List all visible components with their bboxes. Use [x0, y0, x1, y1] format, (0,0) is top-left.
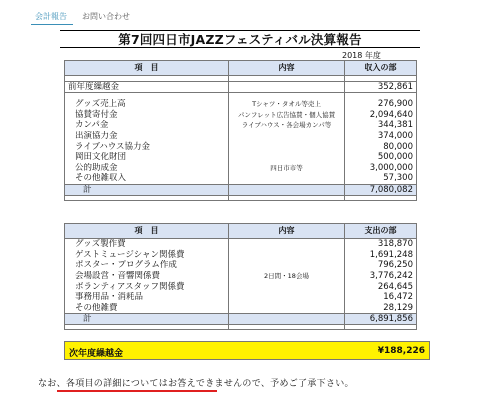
- row-amount: 3,776,242: [345, 271, 417, 282]
- disclaimer-note: なお、各項目の詳細についてはお答えできませんので、予めご了承下さい。: [38, 379, 354, 389]
- table-row: [65, 281, 417, 292]
- table-row: [65, 141, 417, 152]
- row-amount: 352,861: [345, 82, 417, 93]
- row-amount: 500,000: [345, 152, 417, 163]
- row-amount: 80,000: [345, 141, 417, 152]
- row-amount: 28,129: [345, 303, 417, 314]
- row-item: 前年度繰越金: [65, 82, 229, 93]
- expense-header-row: [65, 224, 417, 239]
- table-row: [65, 163, 417, 174]
- row-item: 協賛寄付金: [65, 109, 229, 120]
- table-row: [65, 239, 417, 250]
- total-label: 計: [65, 184, 229, 195]
- row-amount: 2,094,640: [345, 109, 417, 120]
- fiscal-year: 2018 年度: [342, 51, 381, 60]
- row-item: その他雑収入: [65, 173, 229, 184]
- table-row: [65, 260, 417, 271]
- nav-link-accounting-report[interactable]: 会計報告: [35, 12, 67, 21]
- row-detail: [229, 249, 345, 260]
- row-detail: [229, 141, 345, 152]
- expense-total-row: [65, 313, 417, 324]
- header-item: 項 目: [65, 61, 229, 76]
- income-table: [64, 60, 417, 201]
- row-detail: [229, 173, 345, 184]
- row-detail: [229, 281, 345, 292]
- row-amount: 3,000,000: [345, 163, 417, 174]
- nav-link-contact[interactable]: お問い合わせ: [82, 12, 130, 21]
- active-nav-underline: [31, 24, 73, 25]
- table-row: [65, 82, 417, 93]
- table-row: [65, 303, 417, 314]
- income-total-row: [65, 184, 417, 195]
- row-amount: 1,691,248: [345, 249, 417, 260]
- row-item: ポスター・プログラム作成: [65, 260, 229, 271]
- next-year-carryover: [64, 341, 430, 360]
- income-header-row: [65, 61, 417, 76]
- row-item: グッズ製作費: [65, 239, 229, 250]
- row-detail: 2日間・18会場: [229, 271, 345, 282]
- row-amount: 276,900: [345, 99, 417, 110]
- table-row: [65, 292, 417, 303]
- table-row: [65, 249, 417, 260]
- header-detail: 内容: [229, 224, 345, 239]
- carryover-label: 次年度繰越金: [69, 349, 124, 359]
- row-item: カンパ金: [65, 120, 229, 131]
- row-amount: 16,472: [345, 292, 417, 303]
- row-item: その他雑費: [65, 303, 229, 314]
- row-item: 出演協力金: [65, 131, 229, 142]
- row-item: ゲストミュージシャン関係費: [65, 249, 229, 260]
- row-detail: [229, 292, 345, 303]
- header-item: 項 目: [65, 224, 229, 239]
- row-item: 公的助成金: [65, 163, 229, 174]
- row-detail: パンフレット広告協賛・個人協賛: [229, 109, 345, 120]
- row-detail: [229, 260, 345, 271]
- row-amount: 374,000: [345, 131, 417, 142]
- row-amount: 264,645: [345, 281, 417, 292]
- row-detail: 四日市市等: [229, 163, 345, 174]
- header-detail: 内容: [229, 61, 345, 76]
- carryover-amount: ¥188,226: [377, 346, 425, 356]
- spacer-row: [65, 324, 417, 329]
- row-item: 事務用品・消耗品: [65, 292, 229, 303]
- row-amount: 57,300: [345, 173, 417, 184]
- row-amount: 796,250: [345, 260, 417, 271]
- row-item: 会場設営・音響関係費: [65, 271, 229, 282]
- table-row: [65, 99, 417, 110]
- row-amount: 344,381: [345, 120, 417, 131]
- red-emphasis-underline: [57, 390, 217, 392]
- table-row: [65, 131, 417, 142]
- row-detail: Tシャツ・タオル等売上: [229, 99, 345, 110]
- total-amount: 6,891,856: [345, 313, 417, 324]
- header-expense: 支出の部: [345, 224, 417, 239]
- header-income: 収入の部: [345, 61, 417, 76]
- row-detail: [229, 303, 345, 314]
- page-title: 第7回四日市JAZZフェスティバル決算報告: [60, 30, 420, 48]
- table-row: [65, 152, 417, 163]
- row-item: 岡田文化財団: [65, 152, 229, 163]
- table-row: [65, 109, 417, 120]
- table-row: [65, 271, 417, 282]
- total-amount: 7,080,082: [345, 184, 417, 195]
- row-item: グッズ売上高: [65, 99, 229, 110]
- total-label: 計: [65, 313, 229, 324]
- table-row: [65, 173, 417, 184]
- row-detail: ライブハウス・各会場カンパ等: [229, 120, 345, 131]
- top-nav: [0, 0, 480, 30]
- row-item: ライブハウス協力金: [65, 141, 229, 152]
- row-detail: [229, 239, 345, 250]
- row-detail: [229, 152, 345, 163]
- row-item: ボランティアスタッフ関係費: [65, 281, 229, 292]
- row-amount: 318,870: [345, 239, 417, 250]
- row-detail: [229, 131, 345, 142]
- table-row: [65, 120, 417, 131]
- expense-table: [64, 223, 417, 330]
- spacer-row: [65, 195, 417, 200]
